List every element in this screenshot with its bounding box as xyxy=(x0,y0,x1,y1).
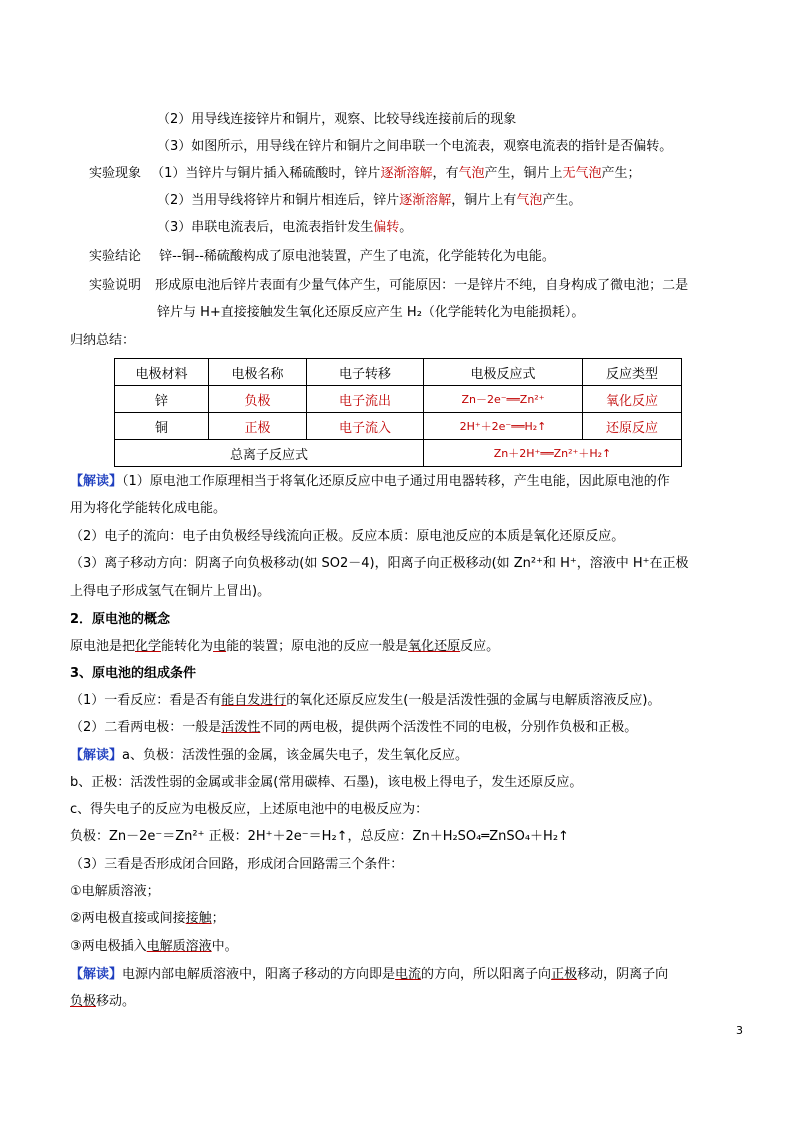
phenomena-3c: 。 xyxy=(399,220,413,235)
summary-label: 归纳总结： xyxy=(70,333,136,348)
sec2-g: 反应。 xyxy=(460,639,500,654)
r3-c: 中。 xyxy=(211,939,238,954)
step-2: （2）用导线连接锌片和铜片，观察、比较导线连接前后的现象 xyxy=(157,112,517,127)
phenomena-2b: 逐渐溶解 xyxy=(399,193,452,208)
c1-c: 的氧化还原反应发生(一般是活泼性强的金属与电解质溶液反应)。 xyxy=(286,693,661,708)
r2-c: ； xyxy=(211,911,225,926)
sec2-b: 化学 xyxy=(135,639,162,654)
table-total-eq: Zn＋2H⁺══Zn²⁺＋H₂↑ xyxy=(424,440,682,467)
sec2-a: 原电池是把 xyxy=(70,639,136,654)
phenomena-3b: 偏转 xyxy=(373,220,400,235)
phenomena-line-2 xyxy=(157,192,581,209)
table-total-row xyxy=(115,440,682,467)
c1-a: （1）一看反应：看是否有 xyxy=(70,693,222,708)
c2-b: 活泼性 xyxy=(221,720,261,735)
requirement-1: ①电解质溶液； xyxy=(70,884,160,899)
phenomena-1e: 产生，铜片上 xyxy=(484,166,563,181)
phenomena-line-3 xyxy=(157,219,412,236)
i2-b: 电流 xyxy=(395,967,422,982)
section-2-text xyxy=(70,638,499,655)
interp1-line-1 xyxy=(70,473,670,490)
table-header: 电极反应式 xyxy=(424,359,583,386)
phenomena-1f: 无气泡 xyxy=(562,166,602,181)
table-row xyxy=(115,413,682,440)
interp2-line-c: c、得失电子的反应为电极反应，上述原电池中的电极反应为： xyxy=(70,802,429,817)
conclusion-label: 实验结论 xyxy=(89,249,142,264)
condition-3: （3）三看是否形成闭合回路，形成闭合回路需三个条件： xyxy=(70,857,404,872)
r3-b: 电解质溶液 xyxy=(146,939,212,954)
r2-a: ②两电极直接或间接 xyxy=(70,911,186,926)
interp2-line-a xyxy=(70,747,468,764)
section-3-title: 3、原电池的组成条件 xyxy=(70,666,197,681)
i2-g: 移动。 xyxy=(96,994,136,1009)
table-header: 电极材料 xyxy=(115,359,209,386)
note-text-2: 锌片与 H+直接接触发生氧化还原反应产生 H₂（化学能转化为电能损耗）。 xyxy=(157,305,585,320)
interp1-line-4: （3）离子移动方向：阴离子向负极移动(如 SO2－4)，阳离子向正极移动(如 Zn²⁺和 H⁺，溶液中 H⁺在正极 xyxy=(70,556,689,571)
section-2-title: 2．原电池的概念 xyxy=(70,612,171,627)
note-line-1 xyxy=(89,277,688,294)
table-cell: 电子流入 xyxy=(307,413,424,440)
requirement-3 xyxy=(70,938,238,955)
phenomena-1g: 产生； xyxy=(601,166,641,181)
table-cell: 电子流出 xyxy=(307,386,424,413)
i2-a: 电源内部电解质溶液中，阳离子移动的方向即是 xyxy=(122,967,396,982)
note-text-1: 形成原电池后锌片表面有少量气体产生，可能原因：一是锌片不纯，自身构成了微电池；二是 xyxy=(155,278,689,293)
interp2-a: a、负极：活泼性强的金属，该金属失电子，发生氧化反应。 xyxy=(122,748,468,763)
interp1-line-5: 上得电子形成氢气在铜片上冒出)。 xyxy=(70,584,271,599)
electrode-table xyxy=(114,358,682,467)
table-header: 电极名称 xyxy=(209,359,307,386)
conclusion-line xyxy=(89,248,555,265)
interp-tag: 【解读】 xyxy=(70,474,123,489)
phenomena-1b: 逐渐溶解 xyxy=(380,166,433,181)
table-cell: 锌 xyxy=(115,386,209,413)
table-cell: Zn－2e⁻══Zn²⁺ xyxy=(424,386,583,413)
phenomena-1d: 气泡 xyxy=(458,166,485,181)
table-header: 电子转移 xyxy=(307,359,424,386)
phenomena-2c: ，铜片上有 xyxy=(451,193,517,208)
table-row xyxy=(115,386,682,413)
sec2-c: 能转化为 xyxy=(161,639,214,654)
interp-tag: 【解读】 xyxy=(70,967,123,982)
interp1-line-3: （2）电子的流向：电子由负极经导线流向正极。反应本质：原电池反应的本质是氧化还原反应。 xyxy=(70,529,625,544)
phenomena-1a: （1）当锌片与铜片插入稀硫酸时，锌片 xyxy=(151,166,381,181)
phenomena-label: 实验现象 xyxy=(89,166,142,181)
note-label: 实验说明 xyxy=(89,278,142,293)
interp1-text-1: （1）原电池工作原理相当于将氧化还原反应中电子通过用电器转移，产生电能，因此原电池的作 xyxy=(122,474,670,489)
phenomena-3a: （3）串联电流表后，电流表指针发生 xyxy=(157,220,374,235)
phenomena-line-1 xyxy=(89,165,641,182)
table-cell: 2H⁺＋2e⁻══H₂↑ xyxy=(424,413,583,440)
interp3-line-1 xyxy=(70,966,668,983)
sec2-d: 电 xyxy=(213,639,227,654)
interp1-line-2: 用为将化学能转化成电能。 xyxy=(70,501,227,516)
sec2-f: 氧化还原 xyxy=(408,639,461,654)
i2-c: 的方向，所以阳离子向 xyxy=(421,967,552,982)
r2-b: 接触 xyxy=(185,911,212,926)
sec2-e: 能的装置；原电池的反应一般是 xyxy=(226,639,409,654)
step-3: （3）如图所示，用导线在锌片和铜片之间串联一个电流表，观察电流表的指针是否偏转。 xyxy=(157,139,673,154)
r3-a: ③两电极插入 xyxy=(70,939,147,954)
requirement-2 xyxy=(70,910,225,927)
conclusion-text: 锌--铜--稀硫酸构成了原电池装置，产生了电流，化学能转化为电能。 xyxy=(159,249,555,264)
phenomena-2a: （2）当用导线将锌片和铜片相连后，锌片 xyxy=(157,193,400,208)
table-header-row xyxy=(115,359,682,386)
table-header: 反应类型 xyxy=(583,359,682,386)
phenomena-2e: 产生。 xyxy=(542,193,582,208)
condition-1 xyxy=(70,692,660,709)
i2-f: 负极 xyxy=(70,994,97,1009)
table-cell: 负极 xyxy=(209,386,307,413)
c2-a: （2）二看两电极：一般是 xyxy=(70,720,222,735)
interp3-line-2 xyxy=(70,993,135,1010)
phenomena-2d: 气泡 xyxy=(516,193,543,208)
table-cell: 氧化反应 xyxy=(583,386,682,413)
i2-d: 正极 xyxy=(551,967,578,982)
phenomena-1c: ，有 xyxy=(432,166,459,181)
electrode-equations: 负极：Zn－2e⁻＝Zn²⁺ 正极：2H⁺＋2e⁻＝H₂↑，总反应：Zn＋H₂SO₄═ZnSO₄＋H₂↑ xyxy=(70,829,569,844)
i2-e: 移动，阴离子向 xyxy=(577,967,669,982)
page-number: 3 xyxy=(736,1024,743,1037)
table-total-label: 总离子反应式 xyxy=(115,440,424,467)
c1-b: 能自发进行 xyxy=(221,693,287,708)
c2-c: 不同的两电极，提供两个活泼性不同的电极，分别作负极和正极。 xyxy=(260,720,638,735)
table-cell: 还原反应 xyxy=(583,413,682,440)
table-cell: 铜 xyxy=(115,413,209,440)
interp-tag: 【解读】 xyxy=(70,748,123,763)
condition-2 xyxy=(70,719,637,736)
interp2-line-b: b、正极：活泼性弱的金属或非金属(常用碳棒、石墨)，该电极上得电子，发生还原反应。 xyxy=(70,775,583,790)
table-cell: 正极 xyxy=(209,413,307,440)
